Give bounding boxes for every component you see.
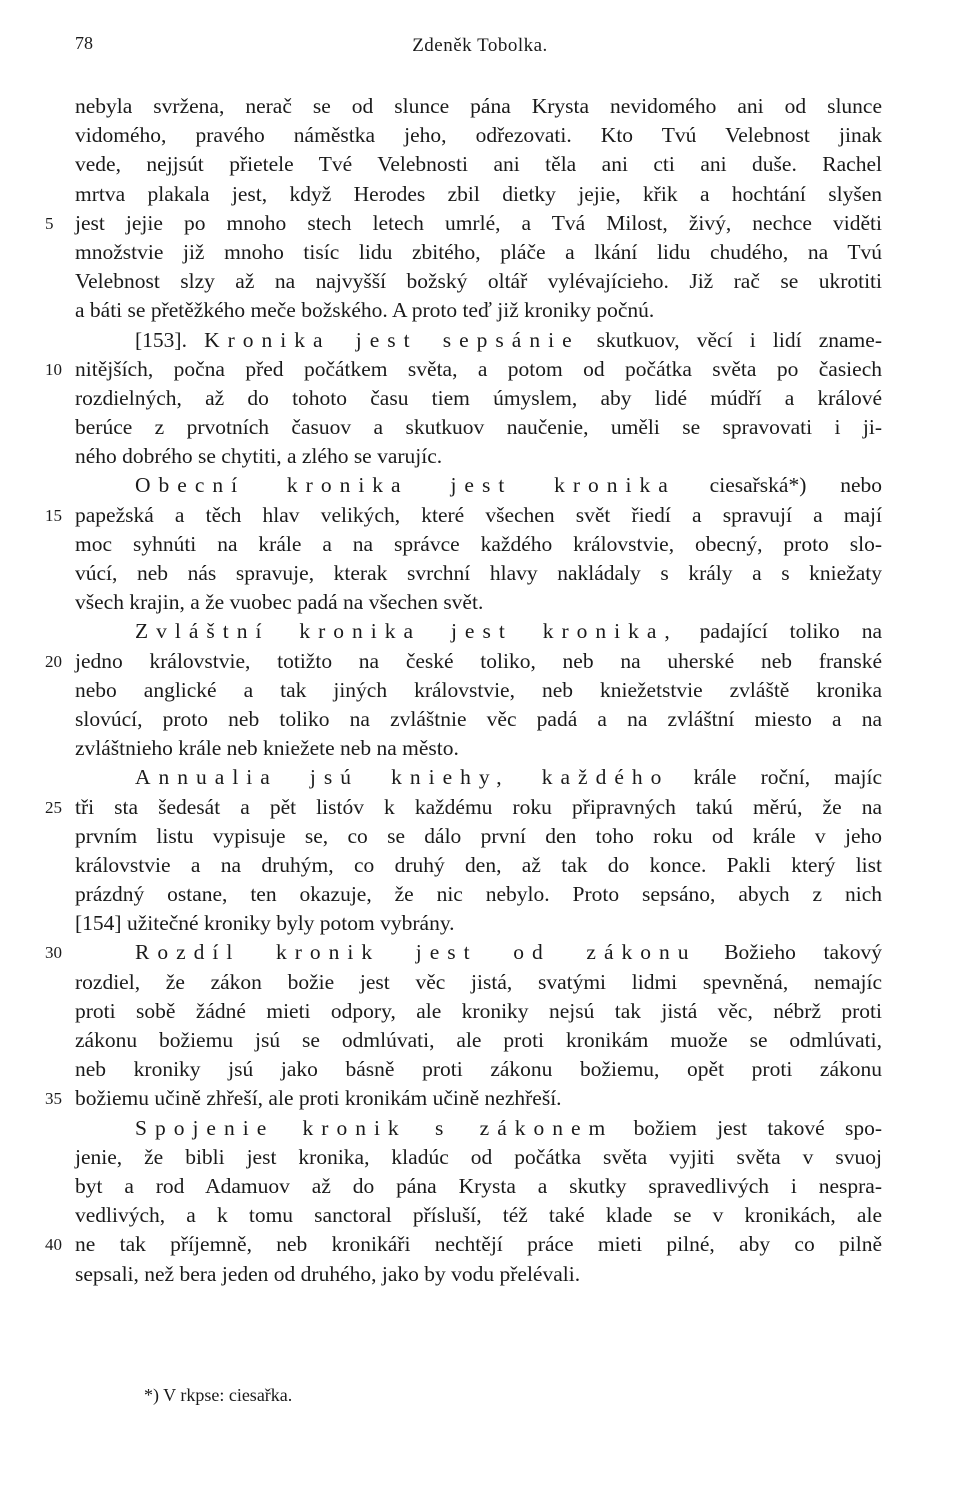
text-line: královstvie a na druhým, co druhý den, až tak do konce. Pakli který list: [75, 852, 882, 877]
text-line: nebyla svržena, nerač se od slunce pána Krysta nevidomého ani od slunce: [75, 94, 882, 118]
line-number: 35: [45, 1089, 62, 1109]
text-line: neb kroniky jsú jako básně proti zákonu božiemu, opět proti zákonu: [75, 1057, 882, 1082]
text-line: sepsali, než bera jeden od druhého, jako by vodu přelévali.: [75, 1261, 581, 1286]
text-line: zvláštnieho krále neb kniežete neb na město.: [75, 736, 459, 761]
text-line: byt a rod Adamuov až do pána Krysta a skutky spravedlivých i nespra-: [75, 1173, 882, 1198]
line-number: 30: [45, 943, 62, 963]
text-line: množstvie již mnoho tisíc lidu zbitého, pláče a lkání lidu chudého, na Tvú: [75, 239, 882, 264]
text-line: zákonu božiemu jsú se odmlúvati, ale proti kronikám muože se odmlúvati,: [75, 1028, 882, 1052]
text-line: 5 jest jejie po mnoho stech letech umrlé, a Tvá Milost, živý, nechce viděti: [75, 209, 882, 238]
text-line: a báti se přetěžkého meče božského. A proto teď již kroniky počnú.: [75, 298, 655, 323]
text-line: prvním listu vypisuje se, co se dálo první den toho roku od krále v jeho: [75, 823, 882, 848]
text-line: Spojenie kronik s zákonem božiem jest takové spo-: [135, 1115, 882, 1140]
running-title: Zdeněk Tobolka.: [412, 35, 548, 56]
text-line: 25 tři sta šedesát a pět listóv k každému roku připravných takú měrú, že na: [75, 793, 882, 822]
text-line: prázdný ostane, ten okazuje, že nic nebylo. Proto sepsáno, abych z nich: [75, 882, 882, 907]
spaced-heading: Annualia jsú kniehy, každého: [135, 765, 670, 790]
spaced-heading: Obecní kronika jest kronika: [135, 473, 676, 498]
text-line: [153]. Kronika jest sepsánie skutkuov, věcí i lidí zname-: [135, 327, 882, 352]
footnote: *) V rkpse: ciesařka.: [144, 1385, 293, 1405]
text-line: vúcí, neb nás spravuje, kterak svrchní hlavy nakládaly s krály a s kniežaty: [75, 561, 882, 585]
text-line: 10 nitějších, počna před počátkem světa, a potom od počátka světa po časiech: [75, 355, 882, 384]
text-line: nebo anglické a tak jiných královstvie, neb kniežetstvie zvláště kronika: [75, 677, 882, 702]
text-line: berúce z prvotních časuov a skutkuov naučenie, uměli se spravovati i ji-: [75, 415, 882, 440]
line-number: 40: [45, 1235, 62, 1255]
text-line: Zvláštní kronika jest kronika, padající toliko na: [135, 619, 882, 644]
text-line: proti sobě žádné mieti odpory, ale kroniky nejsú tak jistá věc, nébrž proti: [75, 998, 882, 1023]
text-line: slovúcí, proto neb toliko na zvláštnie věc padá a na zvláštní miesto a na: [75, 706, 882, 731]
page-number: 78: [75, 33, 93, 53]
line-number: 10: [45, 359, 62, 379]
line-number: 20: [45, 651, 62, 671]
text-line: ného dobrého se chytiti, a zlého se varujíc.: [75, 444, 443, 469]
text-line: 35 božiemu učině zhřeší, ale proti kronikám učině nezhřeší.: [75, 1084, 882, 1113]
text-line: Obecní kronika jest kronika ciesařská*) nebo: [135, 473, 883, 498]
text-line: všech krajin, a že vuobec padá na všechen svět.: [75, 590, 484, 615]
spaced-heading: Kronika jest sepsánie: [204, 327, 580, 352]
spaced-heading: Rozdíl kronik jest od zákonu: [135, 940, 697, 965]
page-ref: [154]: [75, 911, 122, 936]
text-line: 20 jedno královstvie, totižto na české toliko, neb na uherské neb franské: [75, 647, 882, 676]
text-line: vede, nejjsút přietele Tvé Velebnosti ani těla ani cti ani duše. Rachel: [75, 152, 882, 177]
text-line: 15 papežská a těch hlav velikých, které všechen svět řiedí a spravují a mají: [75, 501, 882, 530]
text-line: moc syhnúti na krále a na správce každého královstvie, obecný, proto slo-: [75, 531, 882, 556]
line-number: 5: [45, 213, 54, 233]
line-number: 15: [45, 505, 62, 525]
line-number: 25: [45, 797, 62, 817]
text-line: vidomého, pravého náměstka jeho, odřezovati. Kto Tvú Velebnost jinak: [75, 123, 882, 148]
text-line: Velebnost slzy až na najvyšší božský oltář vylévajícieho. Již rač se ukrotiti: [75, 269, 882, 294]
text-line: vedlivých, a k tomu sanctoral přísluší, též také klade se v kronikách, ale: [75, 1203, 882, 1228]
body-text: [45, 92, 883, 1289]
text-line: [154] užitečné kroniky byly potom vybrány.: [75, 911, 455, 936]
text-line: jenie, že bibli jest kronika, kladúc od počátka světa vyjiti světa v svuoj: [75, 1144, 882, 1169]
text-line: rozdiel, že zákon božie jest věc jistá, svatými lidmi spevněná, nemajíc: [75, 969, 882, 994]
text-line: rozdielných, až do tohoto času tiem úmyslem, aby lidé múdří a králové: [75, 385, 882, 410]
page-ref: [153].: [135, 327, 187, 352]
text-line: mrtva plakala jest, když Herodes zbil dietky jejie, křik a hochtání slyšen: [75, 181, 882, 206]
spaced-heading: Spojenie kronik s zákonem: [135, 1115, 614, 1140]
spaced-heading: Zvláštní kronika jest kronika,: [135, 619, 678, 644]
text-line: 40 ne tak příjemně, neb kronikáři nechtějí práce mieti pilné, aby co pilně: [75, 1230, 882, 1259]
text-line: Annualia jsú kniehy, každého krále roční, majíc: [135, 765, 883, 790]
text-line: 30 Rozdíl kronik jest od zákonu Božieho takový: [75, 938, 882, 967]
